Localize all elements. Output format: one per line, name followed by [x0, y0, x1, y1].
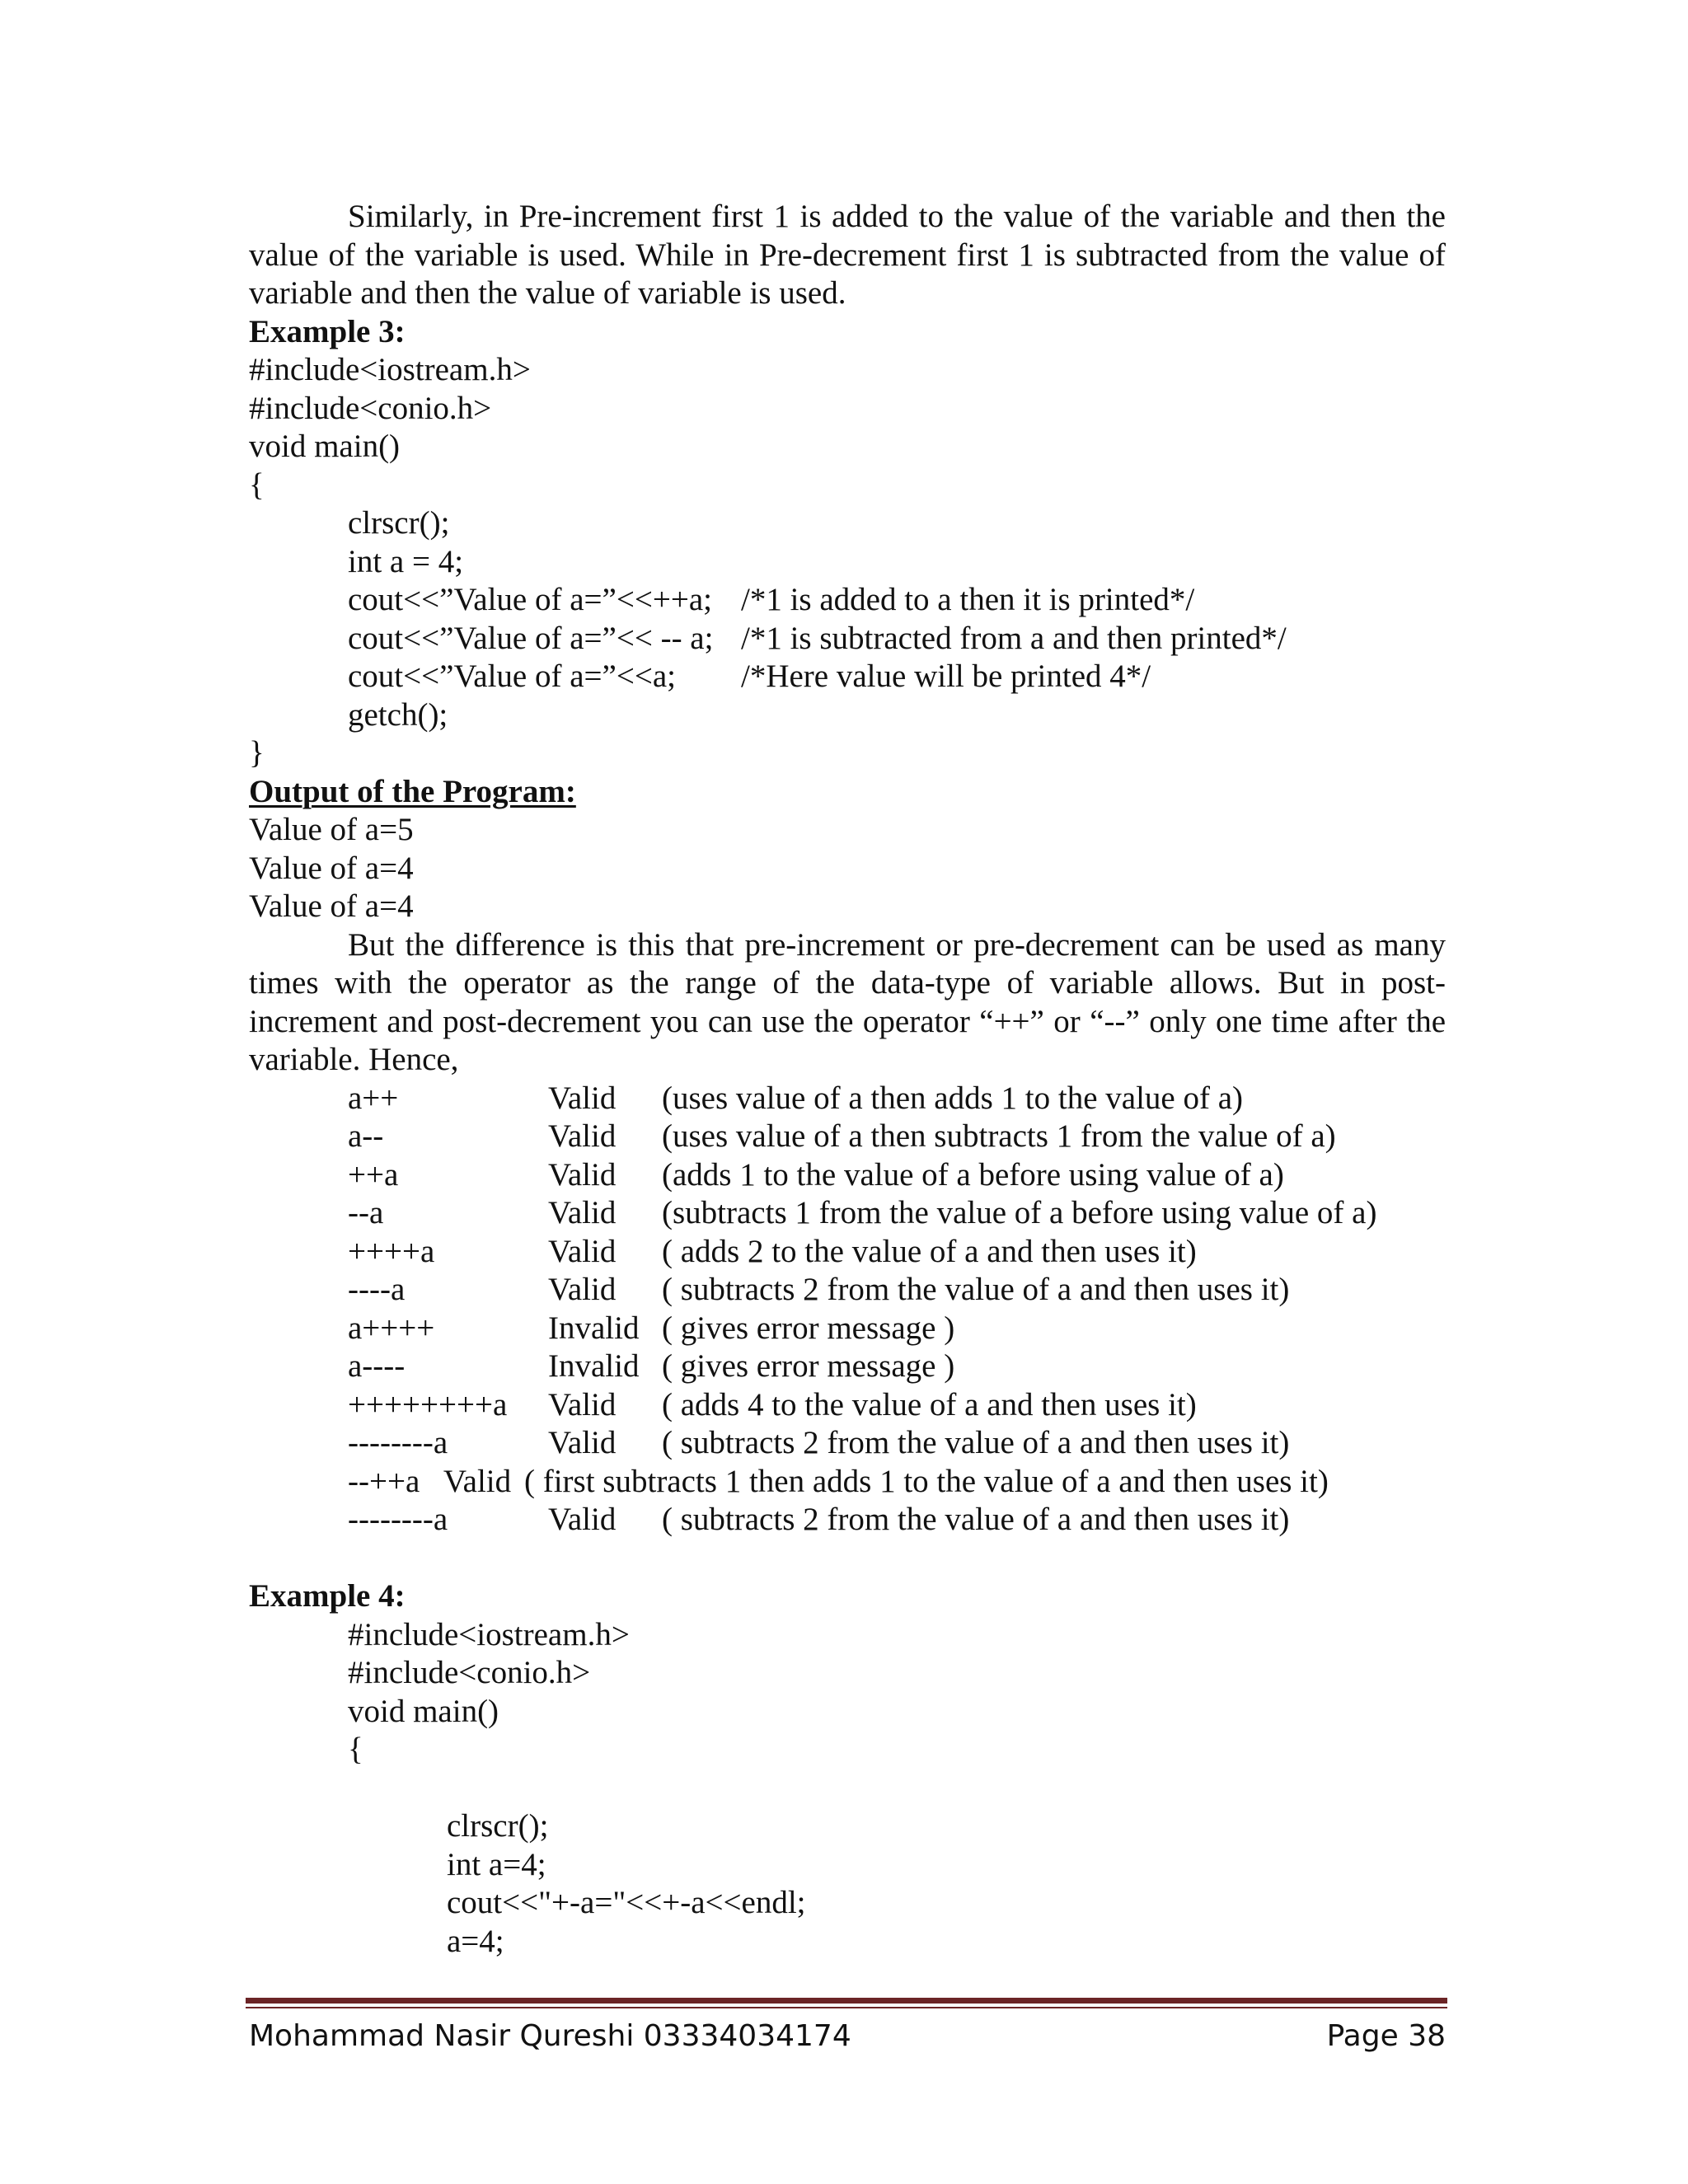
example4-open-brace: { [348, 1732, 363, 1767]
cout-comment: /*Here value will be printed 4*/ [741, 658, 1151, 694]
validity-status: Valid [548, 1272, 617, 1307]
validity-expr: --------a [348, 1502, 448, 1537]
example3-cout-row [249, 658, 1446, 696]
example4-cout: cout<<"+-a="<<+-a<<endl; [447, 1885, 806, 1920]
blank-line [249, 1769, 1446, 1808]
footer-author: Mohammad Nasir Qureshi 03334034174 [249, 2018, 851, 2053]
example3-include-iostream: #include<iostream.h> [249, 352, 531, 387]
validity-status: Valid [548, 1386, 617, 1422]
example3-include-conio: #include<conio.h> [249, 390, 492, 426]
cout-code: cout<<”Value of a=”<< -- a; [348, 620, 714, 656]
validity-expr: --a [348, 1195, 384, 1230]
difference-paragraph: But the difference is this that pre-increment or pre-decrement can be used as many times with the operator as the range of the data-type of variable allows. But in post-increment and post-decrement you can use the operator “++” or “--” only one time after the variable. Hence, [249, 926, 1446, 1077]
page-content [249, 198, 1446, 1961]
validity-expr: a++ [348, 1080, 399, 1116]
page-footer [249, 2015, 1446, 2056]
validity-expr: --------a [348, 1425, 448, 1460]
example4-main-declaration: void main() [348, 1693, 499, 1729]
example4-int-decl: int a=4; [447, 1846, 546, 1882]
validity-desc: ( adds 4 to the value of a and then uses it) [662, 1386, 1197, 1422]
validity-desc: ( subtracts 2 from the value of a and then uses it) [662, 1425, 1290, 1460]
validity-row [249, 1463, 1446, 1502]
intro-paragraph: Similarly, in Pre-increment first 1 is added to the value of the variable and then the value of the variable is used. While in Pre-decrement first 1 is subtracted from the value of variable and then the value of variable is used. [249, 199, 1446, 311]
cout-comment: /*1 is added to a then it is printed*/ [741, 582, 1195, 617]
validity-status: Invalid [548, 1310, 640, 1346]
footer-rule-thick [246, 1998, 1447, 2004]
example3-getch: getch(); [348, 696, 448, 733]
example4-include-conio: #include<conio.h> [348, 1655, 591, 1690]
validity-expr: ++a [348, 1156, 399, 1193]
output-line: Value of a=5 [249, 812, 414, 847]
validity-expr: ----a [348, 1272, 406, 1307]
example4-include-iostream: #include<iostream.h> [348, 1616, 630, 1652]
validity-desc: ( adds 2 to the value of a and then uses it) [662, 1233, 1197, 1269]
validity-desc: (uses value of a then adds 1 to the value of a) [662, 1080, 1244, 1116]
output-line: Value of a=4 [249, 850, 414, 886]
validity-desc: ( subtracts 2 from the value of a and then uses it) [662, 1272, 1290, 1307]
validity-expr: ++++a [348, 1233, 435, 1269]
validity-status: Valid [548, 1425, 617, 1460]
validity-desc: ( gives error message ) [662, 1310, 955, 1346]
cout-comment: /*1 is subtracted from a and then printed*/ [741, 620, 1287, 656]
blank-line [249, 1540, 1446, 1578]
validity-desc: (subtracts 1 from the value of a before using value of a) [662, 1195, 1377, 1230]
validity-expr: a---- [348, 1348, 406, 1384]
validity-row [249, 1233, 1446, 1272]
validity-row [249, 1347, 1446, 1386]
footer-page-number: Page 38 [1326, 2018, 1446, 2053]
example3-close-brace: } [249, 735, 265, 771]
validity-status: Invalid [548, 1348, 640, 1384]
validity-row [249, 1271, 1446, 1310]
validity-expr: a++++ [348, 1310, 435, 1346]
validity-table [249, 1080, 1446, 1540]
cout-code: cout<<”Value of a=”<<++a; [348, 582, 712, 617]
validity-desc: (uses value of a then subtracts 1 from the value of a) [662, 1118, 1336, 1154]
validity-row [249, 1194, 1446, 1233]
validity-row [249, 1118, 1446, 1156]
example3-clrscr: clrscr(); [348, 505, 450, 541]
validity-desc: ( subtracts 2 from the value of a and then uses it) [662, 1502, 1290, 1537]
example4-assign: a=4; [447, 1923, 504, 1959]
validity-row [249, 1501, 1446, 1540]
validity-desc: ( gives error message ) [662, 1348, 955, 1384]
validity-row [249, 1080, 1446, 1118]
validity-expr: a-- [348, 1118, 384, 1154]
footer-rule-thin [246, 2007, 1447, 2008]
validity-row [249, 1424, 1446, 1463]
example3-open-brace: { [249, 466, 265, 503]
validity-desc: ( first subtracts 1 then adds 1 to the value of a and then uses it) [524, 1463, 1329, 1499]
output-heading: Output of the Program: [249, 773, 576, 809]
validity-row [249, 1156, 1446, 1195]
validity-row [249, 1310, 1446, 1348]
validity-status: Valid [548, 1080, 617, 1116]
example4-heading: Example 4: [249, 1578, 406, 1614]
example3-int-decl: int a = 4; [348, 543, 464, 579]
validity-expr: --++a Valid [348, 1463, 512, 1499]
validity-expr: ++++++++a [348, 1386, 508, 1422]
cout-code: cout<<”Value of a=”<<a; [348, 658, 676, 694]
example3-heading: Example 3: [249, 313, 406, 349]
validity-status: Valid [548, 1118, 617, 1154]
example3-cout-row [249, 620, 1446, 658]
validity-status: Valid [548, 1502, 617, 1537]
validity-status: Valid [548, 1233, 617, 1269]
validity-status: Valid [548, 1195, 617, 1230]
example3-cout-row [249, 581, 1446, 620]
validity-desc: (adds 1 to the value of a before using value of a) [662, 1156, 1284, 1193]
example3-main-declaration: void main() [249, 429, 401, 464]
validity-status: Valid [548, 1156, 617, 1193]
example4-clrscr: clrscr(); [447, 1808, 549, 1844]
output-line: Value of a=4 [249, 888, 414, 924]
validity-row [249, 1386, 1446, 1425]
